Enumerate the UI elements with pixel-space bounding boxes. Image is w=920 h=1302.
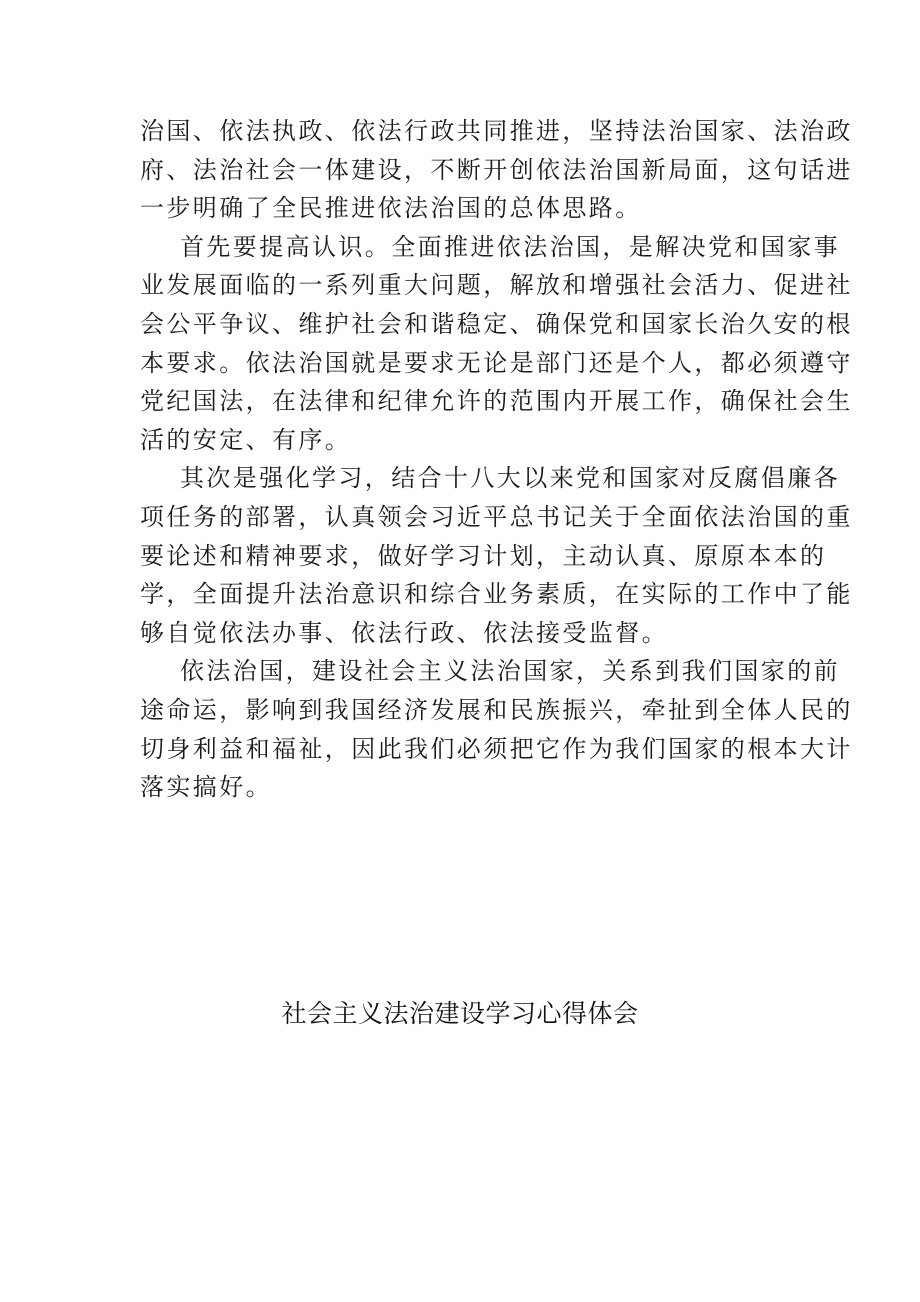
paragraph-1: [140, 112, 853, 228]
text-line: 首先要提高认识。全面推进依法治国，是解决党和国家事: [180, 232, 840, 261]
text-line: 依法治国，建设社会主义法治国家，关系到我们国家的前: [180, 657, 840, 686]
text-line: 业发展面临的一系列重大问题，解放和增强社会活力、促进社: [140, 271, 853, 300]
text-line: 府、法治社会一体建设，不断开创依法治国新局面，这句话进: [140, 155, 853, 184]
text-line: 党纪国法，在法律和纪律允许的范围内开展工作，确保社会生: [140, 387, 853, 416]
text-line: 要论述和精神要求，做好学习计划，主动认真、原原本本的: [140, 541, 827, 570]
text-line: 项任务的部署，认真领会习近平总书记关于全面依法治国的重: [140, 502, 853, 531]
text-line: 途命运，影响到我国经济发展和民族振兴，牵扯到全体人民的: [140, 695, 853, 724]
body-text: [140, 112, 853, 807]
text-line: 学，全面提升法治意识和综合业务素质，在实际的工作中了能: [140, 580, 853, 609]
text-line: 切身利益和福祉，因此我们必须把它作为我们国家的根本大计: [140, 734, 853, 763]
text-line: 够自觉依法办事、依法行政、依法接受监督。: [140, 618, 668, 647]
paragraph-4: [140, 652, 853, 806]
text-line: 活的安定、有序。: [140, 425, 352, 454]
text-line: 治国、依法执政、依法行政共同推进，坚持法治国家、法治政: [140, 117, 853, 145]
text-line: 其次是强化学习，结合十八大以来党和国家对反腐倡廉各: [180, 464, 840, 493]
text-line: 会公平争议、维护社会和谐稳定、确保党和国家长治久安的根: [140, 309, 853, 338]
text-line: 一步明确了全民推进依法治国的总体思路。: [140, 194, 642, 223]
text-line: 落实搞好。: [140, 773, 272, 802]
section-heading: 社会主义法治建设学习心得体会: [281, 999, 639, 1028]
paragraph-2: [140, 228, 853, 460]
text-line: 本要求。依法治国就是要求无论是部门还是个人，都必须遵守: [140, 348, 853, 377]
paragraph-3: [140, 459, 853, 652]
